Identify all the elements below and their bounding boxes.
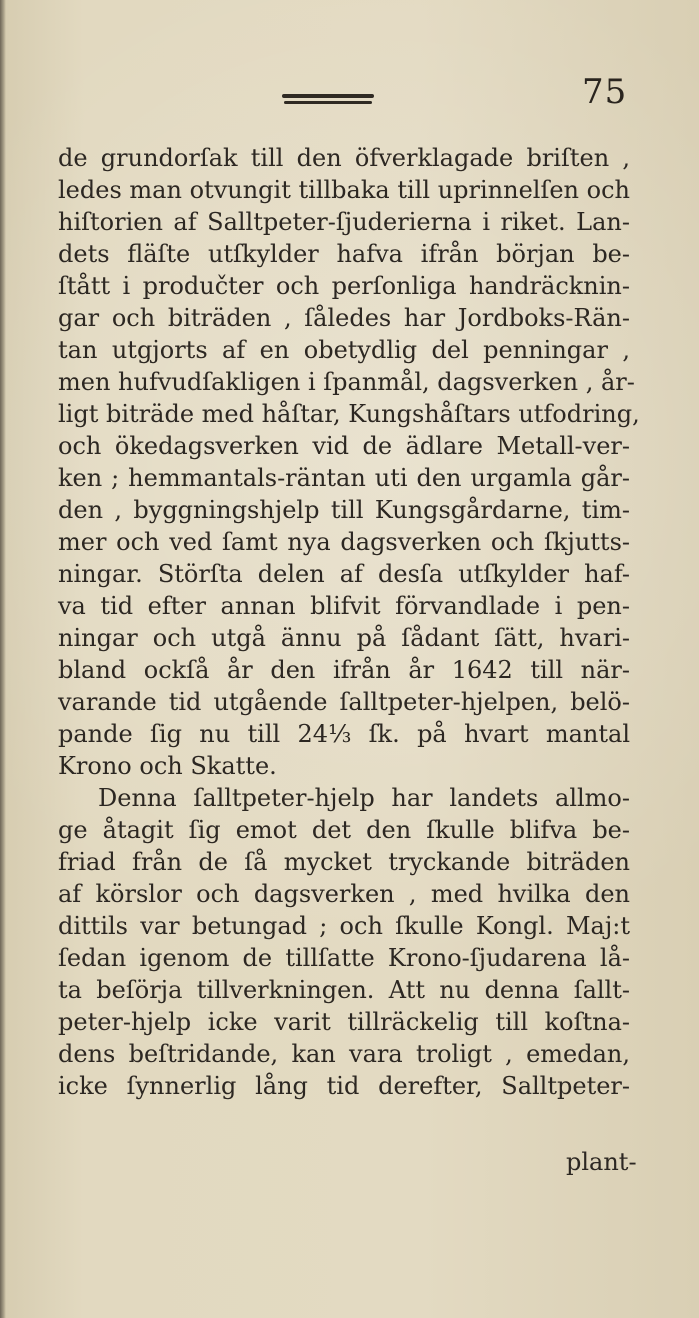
header-ornament-rule [282, 92, 374, 106]
text-line: tan utgjorts af en obetydlig del penningar , [58, 336, 630, 364]
text-line: gar och biträden , ſåledes har Jordboks-Rän- [58, 304, 630, 332]
text-line: och ökedagsverken vid de ädlare Metall-ver- [58, 432, 630, 460]
text-line: bland ockſå år den ifrån år 1642 till när- [58, 656, 630, 684]
text-line: ligt biträde med håſtar, Kungshåſtars utfodring, [58, 400, 640, 428]
text-line: ningar. Störſta delen af desſa utſkylder haf- [58, 560, 630, 588]
text-line: va tid efter annan blifvit förvandlade i pen- [58, 592, 630, 620]
text-line: ta beſörja tillverkningen. Att nu denna ſallt- [58, 976, 630, 1004]
text-line: hiſtorien af Salltpeter-ſjuderierna i riket. Lan- [58, 208, 630, 236]
text-line: Krono och Skatte. [58, 752, 277, 780]
text-line: ſedan igenom de tillſatte Krono-ſjudarena lå- [58, 944, 630, 972]
text-line: icke ſynnerlig lång tid derefter, Salltpeter- [58, 1072, 630, 1100]
page-gutter-edge [0, 0, 6, 1318]
text-line: ge åtagit ſig emot det den ſkulle blifva be- [58, 816, 630, 844]
text-line: dens beſtridande, kan vara troligt , emedan, [58, 1040, 630, 1068]
text-line: dittils var betungad ; och ſkulle Kongl. Maj:t [58, 912, 630, 940]
text-line: men hufvudſakligen i ſpanmål, dagsverken , år- [58, 368, 635, 396]
text-line: pande ſig nu till 24⅓ ſk. på hvart mantal [58, 720, 630, 748]
text-line-paragraph-start: Denna ſalltpeter-hjelp har landets allmo- [98, 784, 630, 812]
text-line: ningar och utgå ännu på ſådant ſätt, hvari- [58, 624, 630, 652]
text-line: dets fläſte utſkylder hafva ifrån början be- [58, 240, 630, 268]
body-text [58, 142, 640, 1102]
page-number: 75 [582, 72, 628, 112]
text-line: mer och ved ſamt nya dagsverken och ſkjutts- [58, 528, 630, 556]
text-line: de grundorſak till den öfverklagade briſten , [58, 144, 630, 172]
text-line: peter-hjelp icke varit tillräckelig till koſtna- [58, 1008, 630, 1036]
text-line: den , byggningshjelp till Kungsgårdarne, tim- [58, 496, 630, 524]
catchword: plant- [566, 1148, 637, 1176]
text-line: ken ; hemmantals-räntan uti den urgamla går- [58, 464, 630, 492]
text-line: friad från de ſå mycket tryckande biträden [58, 848, 630, 876]
text-line: ledes man otvungit tillbaka till uprinnelſen och [58, 176, 630, 204]
text-line: ſtått i produčter och perſonliga handräcknin- [58, 272, 630, 300]
text-line: varande tid utgående ſalltpeter-hjelpen, belö- [58, 688, 630, 716]
text-line: af körslor och dagsverken , med hvilka den [58, 880, 630, 908]
